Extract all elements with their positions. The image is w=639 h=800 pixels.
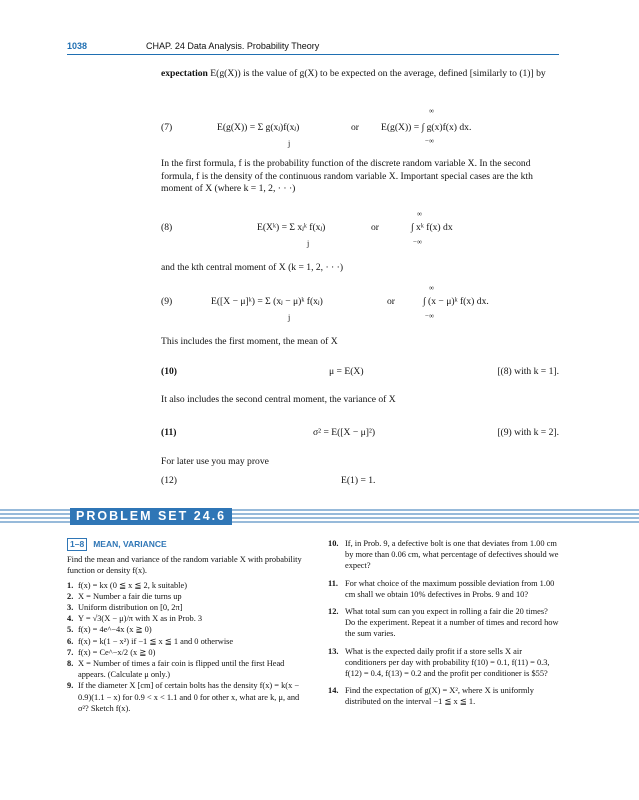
problem-item (67, 658, 310, 680)
paragraph-6: For later use you may prove (161, 456, 269, 467)
equation-7 (161, 107, 559, 154)
paragraph-4: This includes the first moment, the mean of X (161, 336, 338, 347)
problem-number: 10. (328, 539, 339, 548)
eq-lower-limit: −∞ (413, 238, 422, 246)
equation-11 (161, 427, 559, 441)
eq-sum-index: j (288, 139, 291, 148)
equation-8 (161, 210, 559, 252)
problem-number: 6. (67, 636, 74, 646)
problem-number: 2. (67, 591, 74, 601)
intro-paragraph (161, 68, 559, 81)
problem-item (328, 538, 560, 572)
eq-note: [(8) with k = 1]. (497, 366, 559, 377)
eq-right: E(g(X)) = ∫ g(x)f(x) dx. (381, 122, 472, 133)
problem-item (67, 591, 310, 602)
eq-number: (10) (161, 366, 177, 377)
eq-lower-limit: −∞ (425, 137, 434, 145)
equation-12 (161, 475, 559, 489)
problem-number: 3. (67, 603, 74, 613)
eq-sum-index: j (307, 239, 310, 248)
eq-number: (12) (161, 475, 177, 486)
eq-number: (9) (161, 296, 173, 307)
problem-text: What total sum can you expect in rolling a fair die 20 times? Do the experiment. Repeat it a number of times and record how the sum varies. (345, 607, 559, 639)
eq-number: (7) (161, 122, 173, 133)
eq-number: (11) (161, 427, 177, 438)
intro-text: E(g(X)) is the value of g(X) to be expected on the average, defined [similarly to (1)] by (207, 68, 546, 79)
page-number: 1038 (67, 41, 88, 51)
equation-9 (161, 284, 559, 326)
problem-item (67, 602, 310, 613)
header-rule (67, 54, 559, 55)
eq-lower-limit: −∞ (425, 312, 434, 320)
problem-text: Uniform distribution on [0, 2π] (78, 603, 183, 613)
eq-left: E([X − μ]ᵏ) = Σ (xⱼ − μ)ᵏ f(xⱼ) (211, 296, 323, 307)
problem-number: 13. (328, 646, 339, 656)
eq-upper-limit: ∞ (429, 107, 434, 115)
problem-text: f(x) = Ce^−x/2 (x ≧ 0) (78, 647, 156, 657)
problem-number: 5. (67, 625, 74, 635)
problem-item (67, 680, 310, 714)
problem-item (67, 636, 310, 647)
section-heading (67, 538, 310, 551)
eq-right: ∫ (x − μ)ᵏ f(x) dx. (423, 296, 489, 307)
eq-or: or (387, 296, 395, 307)
eq-or: or (351, 122, 359, 133)
eq-body: E(1) = 1. (341, 475, 376, 486)
eq-right: ∫ xᵏ f(x) dx (411, 222, 453, 233)
problem-item (67, 647, 310, 658)
problem-text: For what choice of the maximum possible deviation from 1.00 cm shall we obtain 10% defectives in Probs. 9 and 10? (345, 578, 555, 599)
eq-number: (8) (161, 222, 173, 233)
problem-number: 14. (328, 686, 339, 696)
eq-body: μ = E(X) (329, 366, 364, 377)
equation-10 (161, 366, 559, 380)
problem-text: Find the expectation of g(X) = X², where X is uniformly distributed on the interval −1 ≦ x ≦ 1. (345, 686, 534, 707)
problem-item (328, 646, 560, 680)
problem-text: X = Number a fair die turns up (78, 591, 182, 601)
paragraph-2: In the first formula, f is the probability function of the discrete random variable X. In the second formula, f is the density of the continuous random variable X. Important special cases are the kth moment of X (where k = 1, 2, · · ·) (161, 158, 533, 194)
problem-number: 1. (67, 580, 74, 590)
instructions: Find the mean and variance of the random variable X with probability function or density f(x). (67, 555, 302, 576)
eq-note: [(9) with k = 2]. (497, 427, 559, 438)
problem-item (328, 578, 560, 600)
problem-list-right (328, 538, 560, 708)
section-number: 1–8 (67, 538, 87, 551)
running-head: CHAP. 24 Data Analysis. Probability Theory (146, 41, 320, 51)
eq-sum-index: j (288, 313, 291, 322)
paragraph-3: and the kth central moment of X (k = 1, 2, · · ·) (161, 262, 344, 273)
problem-number: 11. (328, 578, 339, 588)
section-title: MEAN, VARIANCE (93, 539, 167, 549)
problem-list-left (67, 580, 310, 714)
problem-text: f(x) = kx (0 ≦ x ≦ 2, k suitable) (78, 580, 188, 590)
problem-text: X = Number of times a fair coin is flipped until the first Head appears. (Calculate μ only.) (78, 659, 285, 680)
problem-set-title: PROBLEM SET 24.6 (70, 508, 232, 525)
problem-item (67, 580, 310, 591)
problem-number: 12. (328, 607, 339, 617)
problem-number: 4. (67, 614, 74, 624)
eq-upper-limit: ∞ (429, 284, 434, 292)
paragraph-5: It also includes the second central moment, the variance of X (161, 394, 396, 405)
eq-upper-limit: ∞ (417, 210, 422, 218)
problem-text: f(x) = 4e^−4x (x ≧ 0) (78, 625, 152, 635)
problem-item (67, 624, 310, 635)
eq-left: E(Xᵏ) = Σ xⱼᵏ f(xⱼ) (257, 222, 326, 233)
eq-body: σ² = E([X − μ]²) (313, 427, 376, 438)
problem-item (67, 613, 310, 624)
problem-number: 9. (67, 681, 74, 691)
problem-column-left (67, 538, 310, 714)
problem-text: What is the expected daily profit if a store sells X air conditioners per day with probability f(10) = 0.1, f(11) = 0.3, f(12) = 0.4, f(13) = 0.2 and the profit per conditioner is $55? (345, 646, 550, 679)
term-expectation: expectation (161, 68, 208, 79)
problem-item (328, 606, 560, 640)
problem-column-right (328, 538, 560, 714)
problem-text: Y = √3(X − μ)/π with X as in Prob. 3 (78, 614, 203, 624)
problem-text: f(x) = k(1 − x²) if −1 ≦ x ≦ 1 and 0 otherwise (78, 636, 234, 646)
problem-number: 7. (67, 647, 74, 657)
eq-left: E(g(X)) = Σ g(xⱼ)f(xⱼ) (217, 122, 300, 133)
problem-text: If, in Prob. 9, a defective bolt is one that deviates from 1.00 cm by more than 0.06 cm, what percentage of defectives should we expect? (345, 539, 559, 571)
problem-item (328, 685, 560, 707)
problem-number: 8. (67, 659, 74, 669)
problem-text: If the diameter X [cm] of certain bolts has the density f(x) = k(x − 0.9)(1.1 − x) for 0.9 < x < 1.1 and 0 for other x, what are k, μ, and σ²? Sketch f(x). (78, 681, 300, 713)
eq-or: or (371, 222, 379, 233)
